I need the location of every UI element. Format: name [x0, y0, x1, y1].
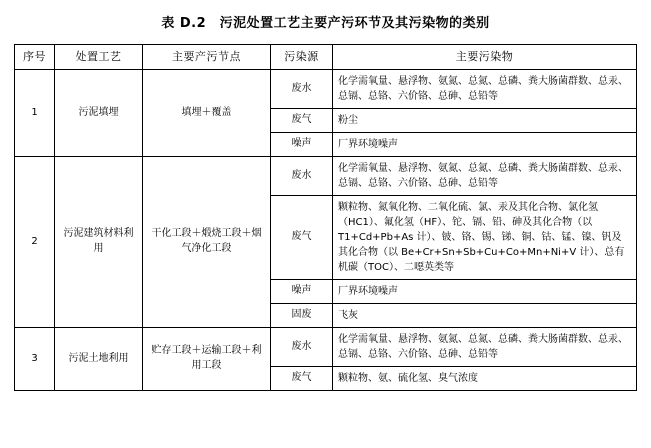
table-row: [15, 156, 637, 195]
cell-source: 固废: [271, 303, 333, 327]
cell-pollutants: 飞灰: [333, 303, 637, 327]
cell-no: 1: [15, 69, 55, 156]
cell-process: 污泥土地利用: [55, 327, 143, 390]
header-cell-source: 污染源: [271, 45, 333, 70]
pollution-table: [14, 44, 637, 391]
table-header-row: [15, 45, 637, 70]
cell-source: 废水: [271, 327, 333, 366]
header-cell-node: 主要产污节点: [143, 45, 271, 70]
header-cell-pollutants: 主要污染物: [333, 45, 637, 70]
cell-source: 废水: [271, 69, 333, 108]
cell-source: 废气: [271, 366, 333, 390]
cell-process: 污泥填埋: [55, 69, 143, 156]
cell-source: 废水: [271, 156, 333, 195]
table-row: [15, 69, 637, 108]
cell-pollutants: 化学需氧量、悬浮物、氨氮、总氮、总磷、粪大肠菌群数、总汞、总镉、总铬、六价铬、总砷、总铅等: [333, 156, 637, 195]
cell-process: 污泥建筑材料利用: [55, 156, 143, 327]
cell-pollutants: 厂界环境噪声: [333, 279, 637, 303]
cell-pollutants: 粉尘: [333, 108, 637, 132]
cell-no: 3: [15, 327, 55, 390]
cell-source: 噪声: [271, 132, 333, 156]
cell-pollutants: 颗粒物、氮氧化物、二氧化硫、氯、汞及其化合物、氯化氢（HC1）、氟化氢（HF）、铊、镉、铅、砷及其化合物（以 T1+Cd+Pb+As 计）、铍、铬、锡、锑、铜、钴、锰、镍、钒及其化合物（以 Be+Cr+Sn+Sb+Cu+Co+Mn+Ni+V 计）、总有机碳（TOC）、二噁英类等: [333, 195, 637, 279]
cell-pollutants: 化学需氧量、悬浮物、氨氮、总氮、总磷、粪大肠菌群数、总汞、总镉、总铬、六价铬、总砷、总铅等: [333, 69, 637, 108]
cell-source: 废气: [271, 108, 333, 132]
cell-node: 填埋＋覆盖: [143, 69, 271, 156]
header-cell-no: 序号: [15, 45, 55, 70]
table-row: [15, 327, 637, 366]
header-cell-process: 处置工艺: [55, 45, 143, 70]
cell-source: 废气: [271, 195, 333, 279]
cell-node: 干化工段＋煅烧工段＋烟气净化工段: [143, 156, 271, 327]
cell-pollutants: 厂界环境噪声: [333, 132, 637, 156]
cell-no: 2: [15, 156, 55, 327]
cell-source: 噪声: [271, 279, 333, 303]
cell-pollutants: 化学需氧量、悬浮物、氨氮、总氮、总磷、粪大肠菌群数、总汞、总镉、总铬、六价铬、总砷、总铅等: [333, 327, 637, 366]
table-title: 表 D.2 污泥处置工艺主要产污环节及其污染物的类别: [161, 16, 490, 31]
cell-pollutants: 颗粒物、氨、硫化氢、臭气浓度: [333, 366, 637, 390]
cell-node: 贮存工段＋运输工段＋利用工段: [143, 327, 271, 390]
